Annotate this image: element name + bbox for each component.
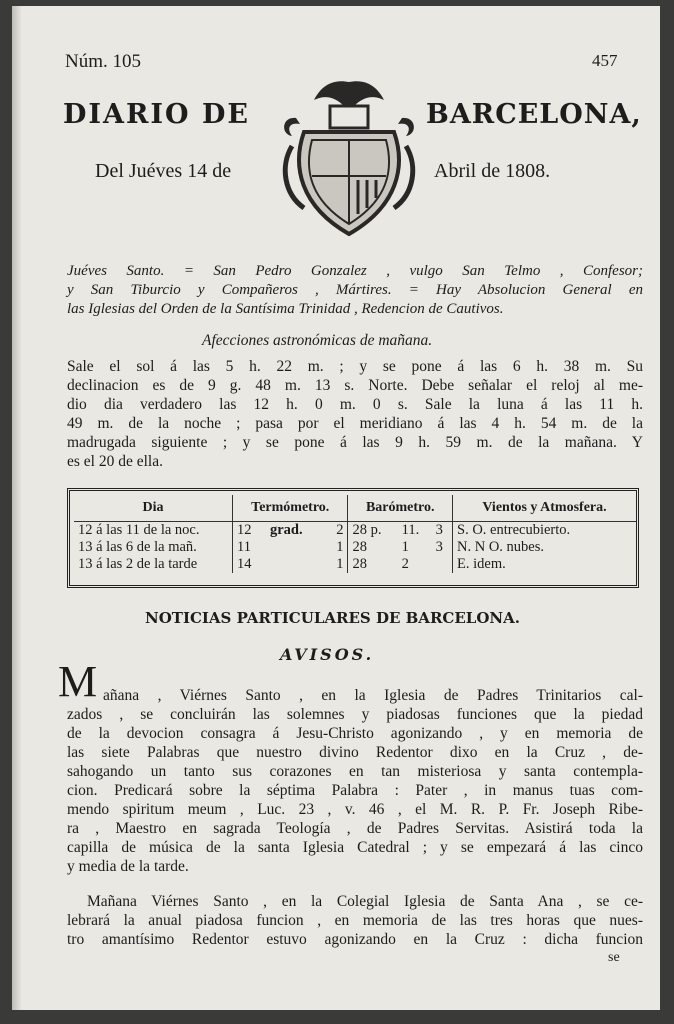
aviso-1-line: sahogando un tanto sus corazones en tan misteriosa y santa contempla-	[67, 763, 643, 780]
astro-line-1: Sale el sol á las 5 h. 22 m. ; y se pone á las 6 h. 38 m. Su	[67, 358, 643, 375]
aviso-2-line: Mañana Viérnes Santo , en la Colegial Iglesia de Santa Ana , se ce-	[87, 893, 643, 910]
weather-table	[74, 495, 636, 573]
date-right: Abril de 1808.	[434, 160, 551, 182]
aviso-2-line: lebrará la anual piadosa funcion , en memoria de las tres horas que nues-	[67, 912, 643, 929]
weather-row	[74, 539, 636, 556]
astro-line-3: dio dia verdadero las 12 h. 0 m. 0 s. Sale la luna á las 11 h.	[67, 396, 643, 413]
aviso-1-line: mendo spiritum meum , Luc. 23 , v. 46 , el M. R. P. Fr. Joseph Ribe-	[67, 801, 643, 818]
col-vientos: Vientos y Atmosfera.	[453, 495, 637, 522]
cell-baro-frac: 3	[435, 522, 443, 538]
cell-baro: 28	[348, 556, 398, 573]
astro-line-5: madrugada siguiente ; y se pone á las 9 h. 59 m. de la mañana. Y	[67, 434, 643, 451]
aviso-1-line: cion. Predicará sobre la séptima Palabra : Pater , in manus tuas com-	[67, 782, 643, 799]
cell-day: 13 á las 2 de la tarde	[78, 556, 198, 572]
weather-row	[74, 556, 636, 573]
cell-baro-lines: 2	[401, 556, 409, 572]
cell-baro: 28	[348, 539, 398, 556]
aviso-1-line: las siete Palabras que nuestro divino Redentor dixo en la Cruz , de-	[67, 744, 643, 761]
cell-baro-lines: 11.	[401, 522, 420, 538]
cell-temp-unit: grad.	[269, 522, 303, 538]
saints-line-2: y San Tiburcio y Compañeros , Mártires. = Hay Absolucion General en	[67, 282, 643, 298]
cell-temp-frac: 1	[336, 539, 344, 555]
cell-temp-frac: 2	[336, 522, 344, 538]
aviso-1-line: zados , se concluirán las solemnes y piadosas funciones que la piedad	[67, 706, 643, 723]
saints-line-1: Juéves Santo. = San Pedro Gonzalez , vulgo San Telmo , Confesor;	[67, 263, 643, 279]
aviso-1-line: ra , Maestro en sagrada Teología , de Padres Servitas. Asistirá toda la	[67, 820, 643, 837]
news-heading: NOTICIAS PARTICULARES DE BARCELONA.	[145, 609, 520, 627]
masthead-title-right: BARCELONA,	[426, 99, 642, 130]
astro-line-2: declinacion es de 9 g. 48 m. 13 s. Norte. Debe señalar el reloj al me-	[67, 377, 643, 394]
aviso-1-line: de la devocion consagra á Jesu-Christo agonizando , y en memoria de	[67, 725, 643, 742]
astro-line-4: 49 m. de la noche ; pasa por el meridiano á las 4 h. 54 m. de la	[67, 415, 643, 432]
cell-temp-frac: 1	[336, 556, 344, 572]
aviso-1-line: y media de la tarde.	[67, 858, 189, 875]
cell-temp-unit	[266, 539, 325, 556]
masthead-title-left: DIARIO DE	[63, 99, 250, 130]
cell-wind: E. idem.	[453, 556, 637, 573]
astro-line-6: es el 20 de ella.	[67, 453, 163, 470]
cell-baro-frac: 3	[435, 539, 443, 555]
page-number: 457	[592, 51, 618, 70]
saints-line-3: las Iglesias del Orden de la Santísima Trinidad , Redencion de Cautivos.	[67, 301, 504, 317]
drop-cap: M	[58, 657, 98, 706]
cell-day: 13 á las 6 de la mañ.	[78, 539, 197, 555]
col-barometro: Barómetro.	[348, 495, 453, 522]
cell-temp-unit	[266, 556, 325, 573]
cell-wind: N. N O. nubes.	[453, 539, 637, 556]
date-left: Del Juéves 14 de	[95, 160, 232, 182]
newspaper-page	[12, 6, 660, 1010]
cell-day: 12 á las 11 de la noc.	[78, 522, 200, 538]
cell-temp: 14	[233, 556, 266, 573]
weather-header-row	[74, 495, 636, 522]
cell-baro-frac	[432, 556, 453, 573]
col-termometro: Termómetro.	[233, 495, 348, 522]
coat-of-arms-emblem	[274, 76, 424, 241]
avisos-heading: AVISOS.	[280, 645, 375, 664]
aviso-2-line: tro amantísimo Redentor estuvo agonizando en la Cruz : dicha funcion	[67, 931, 643, 948]
cell-temp: 12	[233, 522, 266, 540]
aviso-1-line: capilla de música de la santa Iglesia Catedral ; y se empezará á las cinco	[67, 839, 643, 856]
astro-title: Afecciones astronómicas de mañana.	[202, 332, 433, 349]
col-dia: Dia	[74, 495, 233, 522]
catchword: se	[608, 950, 620, 965]
cell-baro-lines: 1	[401, 539, 409, 555]
weather-row	[74, 522, 636, 540]
issue-number: Núm. 105	[65, 51, 141, 72]
cell-wind: S. O. entrecubierto.	[453, 522, 637, 540]
cell-temp: 11	[233, 539, 266, 556]
aviso-1-line-1: añana , Viérnes Santo , en la Iglesia de Padres Trinitarios cal-	[103, 687, 643, 704]
cell-baro: 28 p.	[348, 522, 398, 540]
